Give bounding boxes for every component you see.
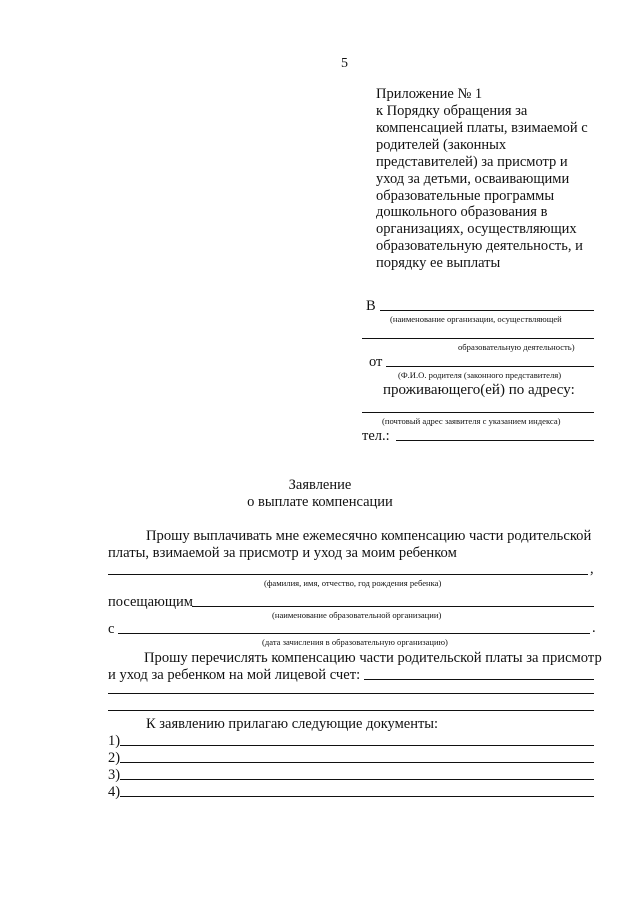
document-item-line[interactable] (120, 745, 594, 746)
annex-line: образовательную деятельность, и (376, 238, 583, 255)
annex-heading: Приложение № 1 (376, 86, 483, 102)
annex-line: представителей) за присмотр и (376, 153, 568, 170)
attending-org-line[interactable] (192, 606, 594, 607)
transfer-paragraph-line1: Прошу перечислять компенсацию части родительской платы за присмотр (144, 650, 602, 666)
document-title: Заявление (288, 477, 352, 493)
child-info-comma: , (590, 561, 594, 577)
attending-label: посещающим (108, 594, 193, 610)
since-label: с (108, 621, 115, 637)
enrollment-date-line[interactable] (118, 633, 590, 634)
organization-hint-2: образовательную деятельность) (458, 342, 575, 352)
annex-line: дошкольного образования в (376, 204, 548, 221)
annex-line: уход за детьми, осваивающими (376, 170, 570, 187)
phone-line[interactable] (396, 440, 594, 441)
request-paragraph-line1: Прошу выплачивать мне ежемесячно компенсацию части родительской (146, 528, 592, 544)
annex-line: к Порядку обращения за (376, 103, 528, 119)
parent-name-line[interactable] (386, 366, 594, 367)
residing-label: проживающего(ей) по адресу: (383, 382, 575, 398)
phone-label: тел.: (362, 428, 390, 444)
document-item-number: 4) (108, 784, 121, 800)
child-info-line[interactable] (108, 574, 588, 575)
transfer-paragraph-line2: и уход за ребенком на мой лицевой счет: (108, 667, 361, 683)
request-paragraph-line2: платы, взимаемой за присмотр и уход за моим ребенком (108, 545, 457, 561)
parent-name-hint: (Ф.И.О. родителя (законного представителя) (398, 370, 562, 380)
page-number: 5 (341, 56, 348, 71)
document-item-line[interactable] (120, 779, 594, 780)
document-subtitle: о выплате компенсации (247, 494, 393, 510)
account-line-2[interactable] (108, 693, 594, 694)
document-item-number: 1) (108, 733, 121, 749)
address-hint: (почтовый адрес заявителя с указанием индекса) (382, 416, 561, 426)
organization-name-line-2[interactable] (362, 338, 594, 339)
annex-line: порядку ее выплаты (376, 255, 501, 272)
attending-org-hint: (наименование образовательной организации) (272, 610, 442, 620)
organization-name-line[interactable] (380, 310, 594, 311)
child-info-hint: (фамилия, имя, отчество, год рождения ребенка) (264, 578, 442, 588)
document-item-number: 2) (108, 750, 121, 766)
attachments-intro: К заявлению прилагаю следующие документы: (146, 716, 439, 732)
annex-line: компенсацией платы, взимаемой с (376, 119, 588, 136)
organization-hint: (наименование организации, осуществляющей (390, 314, 562, 324)
document-item-line[interactable] (120, 796, 594, 797)
from-prefix: от (369, 354, 383, 370)
annex-block (376, 86, 616, 272)
document-item-number: 3) (108, 767, 121, 783)
document-item-line[interactable] (120, 762, 594, 763)
enrollment-date-dot: . (592, 620, 596, 636)
account-line-3[interactable] (108, 710, 594, 711)
enrollment-date-hint: (дата зачисления в образовательную организацию) (262, 637, 448, 647)
annex-line: родителей (законных (376, 136, 507, 153)
annex-line: организациях, осуществляющих (376, 221, 577, 238)
address-line[interactable] (362, 412, 594, 413)
annex-line: образовательные программы (376, 187, 555, 204)
to-prefix: В (366, 298, 376, 314)
account-line-1[interactable] (364, 679, 594, 680)
